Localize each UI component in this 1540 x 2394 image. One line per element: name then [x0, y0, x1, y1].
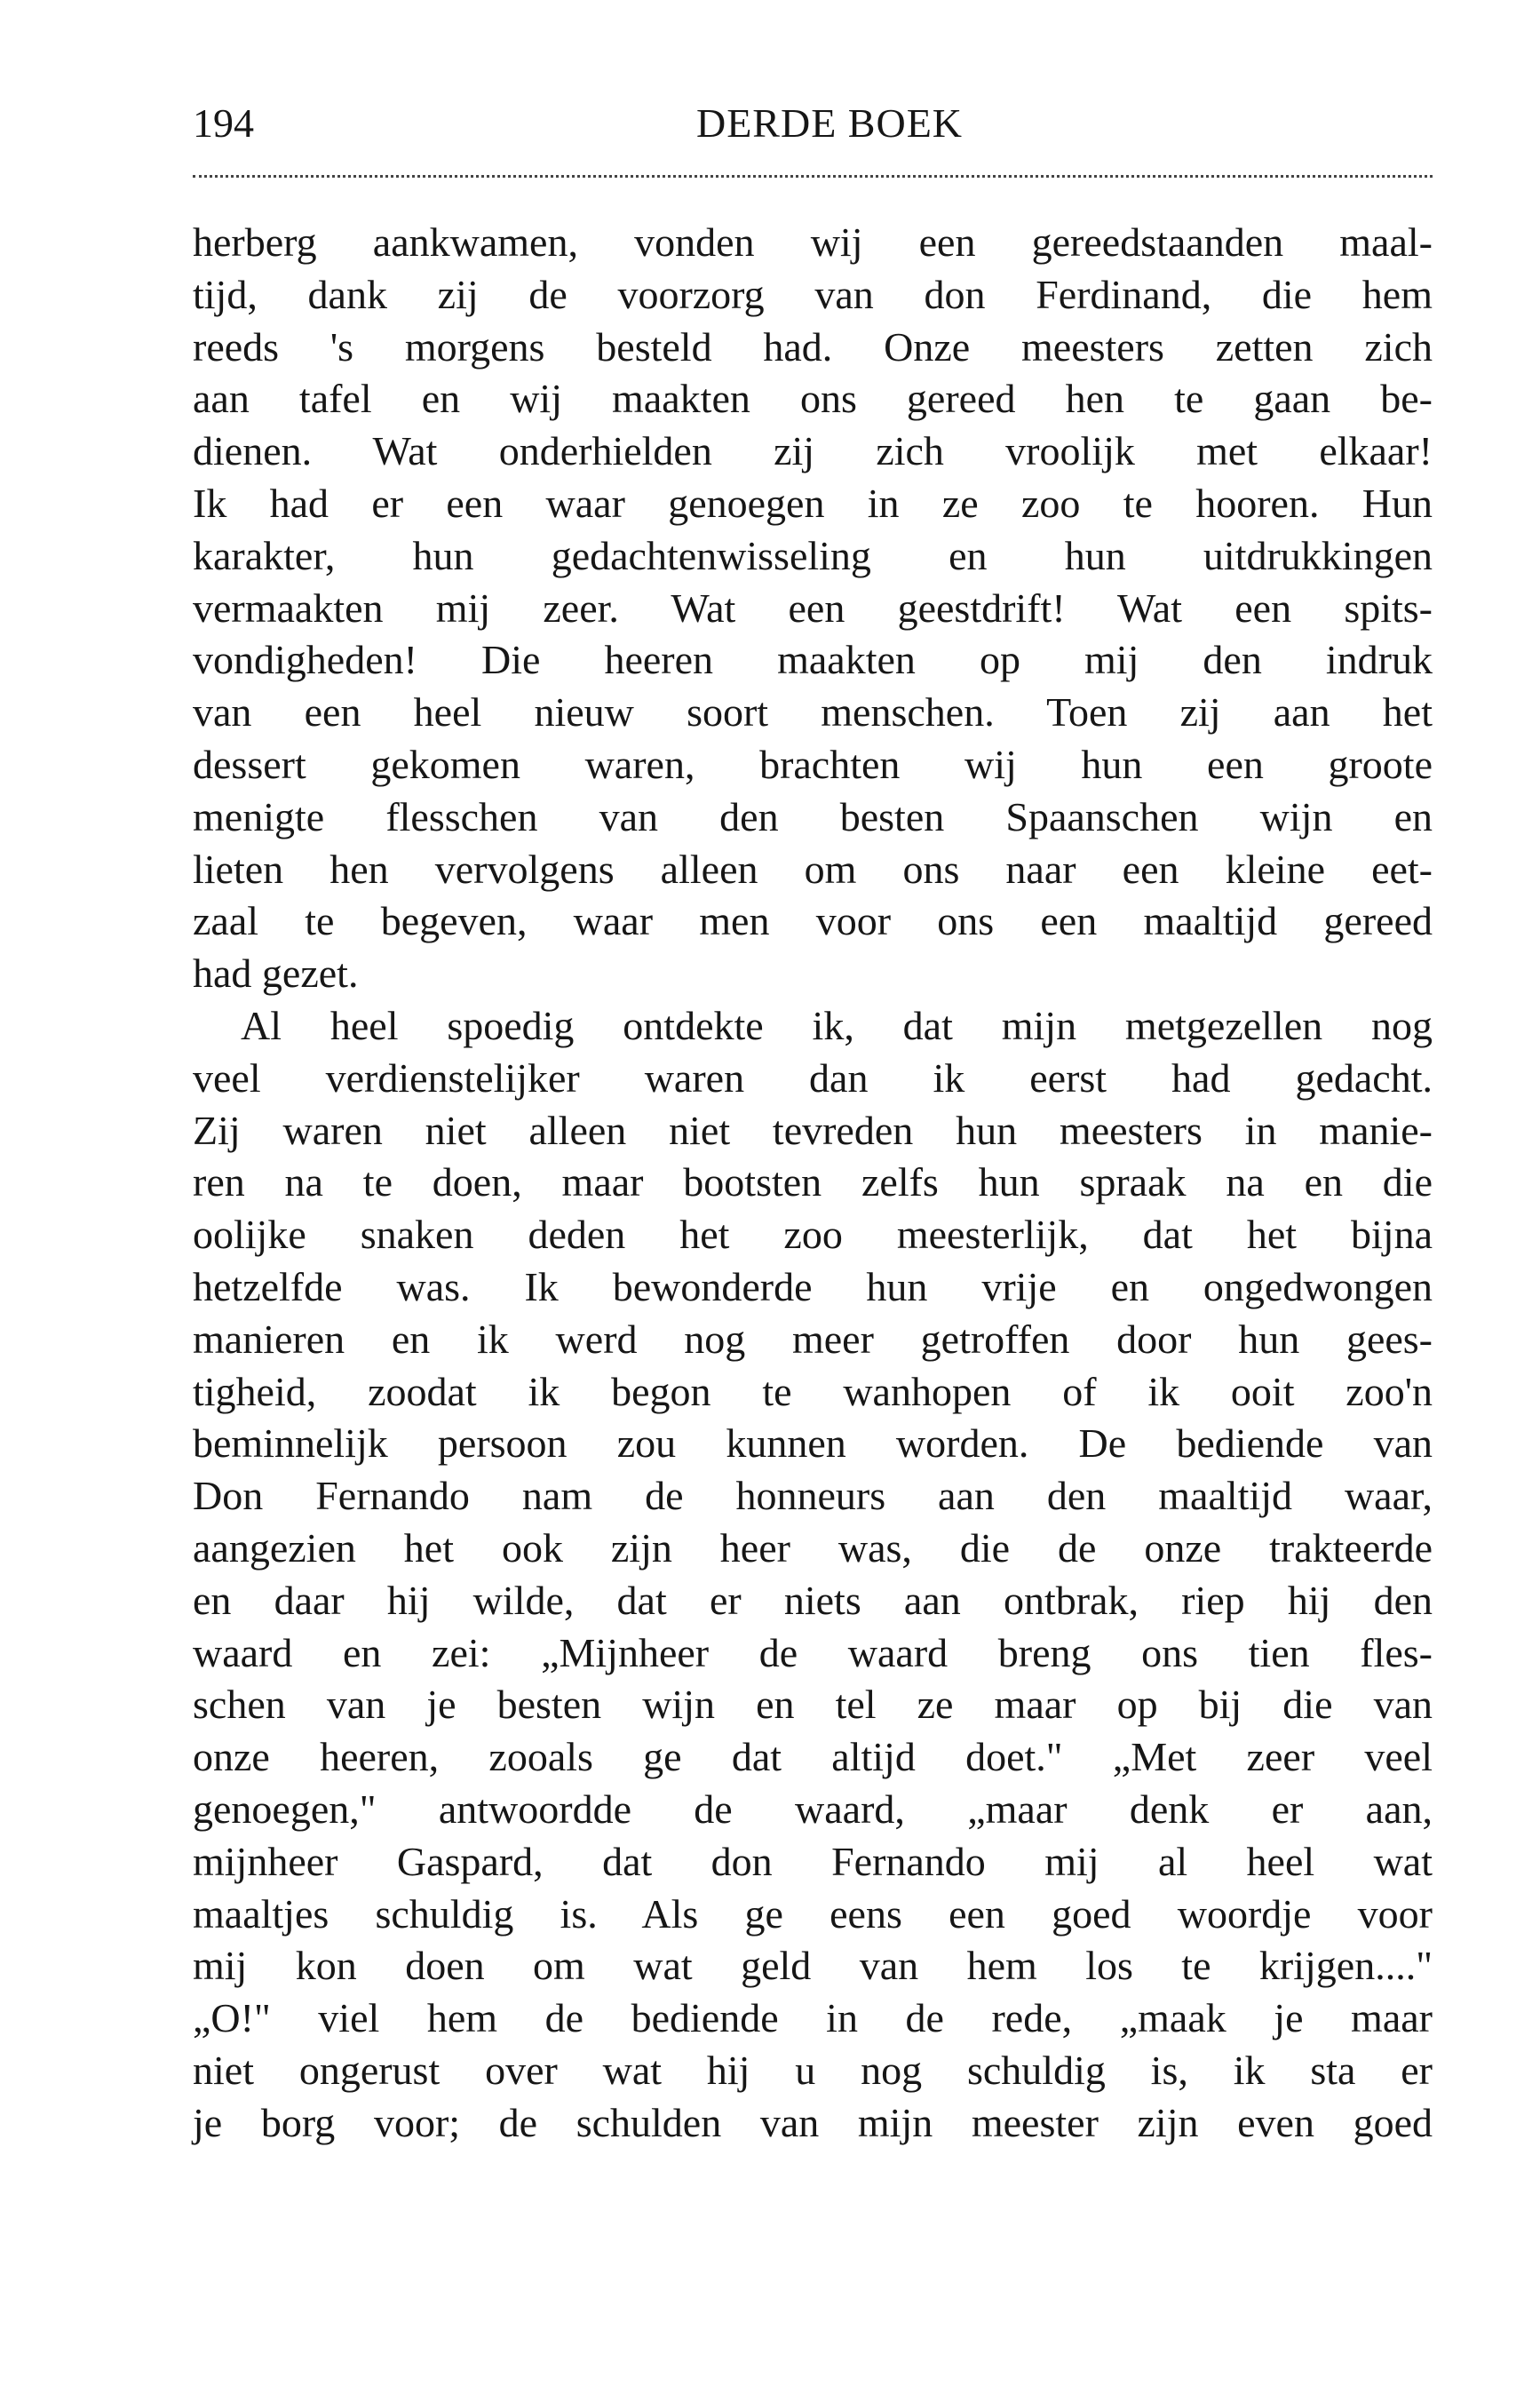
text-line: reeds 's morgens besteld had. Onze meesters zetten zich	[193, 323, 1433, 370]
text-line: zaal te begeven, waar men voor ons een maaltijd gereed	[193, 898, 1433, 944]
text-line: onze heeren, zooals ge dat altijd doet." „Met zeer veel	[193, 1734, 1433, 1780]
text-line: aangezien het ook zijn heer was, die de onze trakteerde	[193, 1525, 1433, 1571]
text-line: „O!" viel hem de bediende in de rede, „maak je maar	[193, 1995, 1433, 2041]
text-line: waard en zei: „Mijnheer de waard breng ons tien fles-	[193, 1629, 1433, 1675]
text-line: ren na te doen, maar bootsten zelfs hun spraak na en die	[193, 1159, 1433, 1205]
text-line: schen van je besten wijn en tel ze maar op bij die van	[193, 1682, 1433, 1728]
text-line: en daar hij wilde, dat er niets aan ontbrak, riep hij den	[193, 1577, 1433, 1623]
running-head: DERDE BOEK	[695, 100, 964, 146]
text-line: niet ongerust over wat hij u nog schuldig is, ik sta er	[193, 2048, 1433, 2093]
text-line: herberg aankwamen, vonden wij een gereedstaanden maal-	[193, 219, 1433, 265]
text-line: oolijke snaken deden het zoo meesterlijk, dat het bijna	[193, 1212, 1433, 1258]
text-line: manieren en ik werd nog meer getroffen door hun gees-	[193, 1316, 1433, 1362]
text-line: vondigheden! Die heeren maakten op mij den indruk	[193, 637, 1433, 683]
text-line: veel verdienstelijker waren dan ik eerst had gedacht.	[193, 1054, 1433, 1101]
text-line: had gezet.	[193, 950, 359, 997]
text-line: hetzelfde was. Ik bewonderde hun vrije en ongedwongen	[193, 1264, 1433, 1309]
text-line: dienen. Wat onderhielden zij zich vroolijk met elkaar!	[193, 428, 1433, 474]
text-line: beminnelijk persoon zou kunnen worden. De bediende van	[193, 1420, 1433, 1467]
text-line: je borg voor; de schulden van mijn meester zijn even goed	[193, 2099, 1433, 2145]
text-line: genoegen," antwoordde de waard, „maar denk er aan,	[193, 1786, 1433, 1832]
text-line: mijnheer Gaspard, dat don Fernando mij al heel wat	[193, 1838, 1433, 1884]
text-line: tijd, dank zij de voorzorg van don Ferdinand, die hem	[193, 271, 1433, 317]
text-line: Ik had er een waar genoegen in ze zoo te hooren. Hun	[193, 481, 1433, 526]
text-line: aan tafel en wij maakten ons gereed hen te gaan be-	[193, 376, 1433, 422]
text-line: mij kon doen om wat geld van hem los te krijgen...."	[193, 1943, 1433, 1989]
text-line: Zij waren niet alleen niet tevreden hun meesters in manie-	[193, 1107, 1433, 1153]
text-line: maaltjes schuldig is. Als ge eens een goed woordje voor	[193, 1890, 1433, 1937]
text-line: van een heel nieuw soort menschen. Toen zij aan het	[193, 689, 1433, 736]
text-line: dessert gekomen waren, brachten wij hun een groote	[193, 742, 1433, 787]
text-line: menigte flesschen van den besten Spaanschen wijn en	[193, 793, 1433, 839]
text-line: Don Fernando nam de honneurs aan den maaltijd waar,	[193, 1473, 1433, 1519]
text-line: tigheid, zoodat ik begon te wanhopen of ik ooit zoo'n	[193, 1368, 1433, 1414]
text-line: Al heel spoedig ontdekte ik, dat mijn metgezellen nog	[241, 1003, 1433, 1048]
header-divider	[193, 175, 1433, 178]
text-line: vermaakten mij zeer. Wat een geestdrift! Wat een spits-	[193, 585, 1433, 631]
text-line: lieten hen vervolgens alleen om ons naar een kleine eet-	[193, 846, 1433, 892]
text-line: karakter, hun gedachtenwisseling en hun uitdrukkingen	[193, 532, 1433, 578]
page-number: 194	[193, 100, 254, 146]
